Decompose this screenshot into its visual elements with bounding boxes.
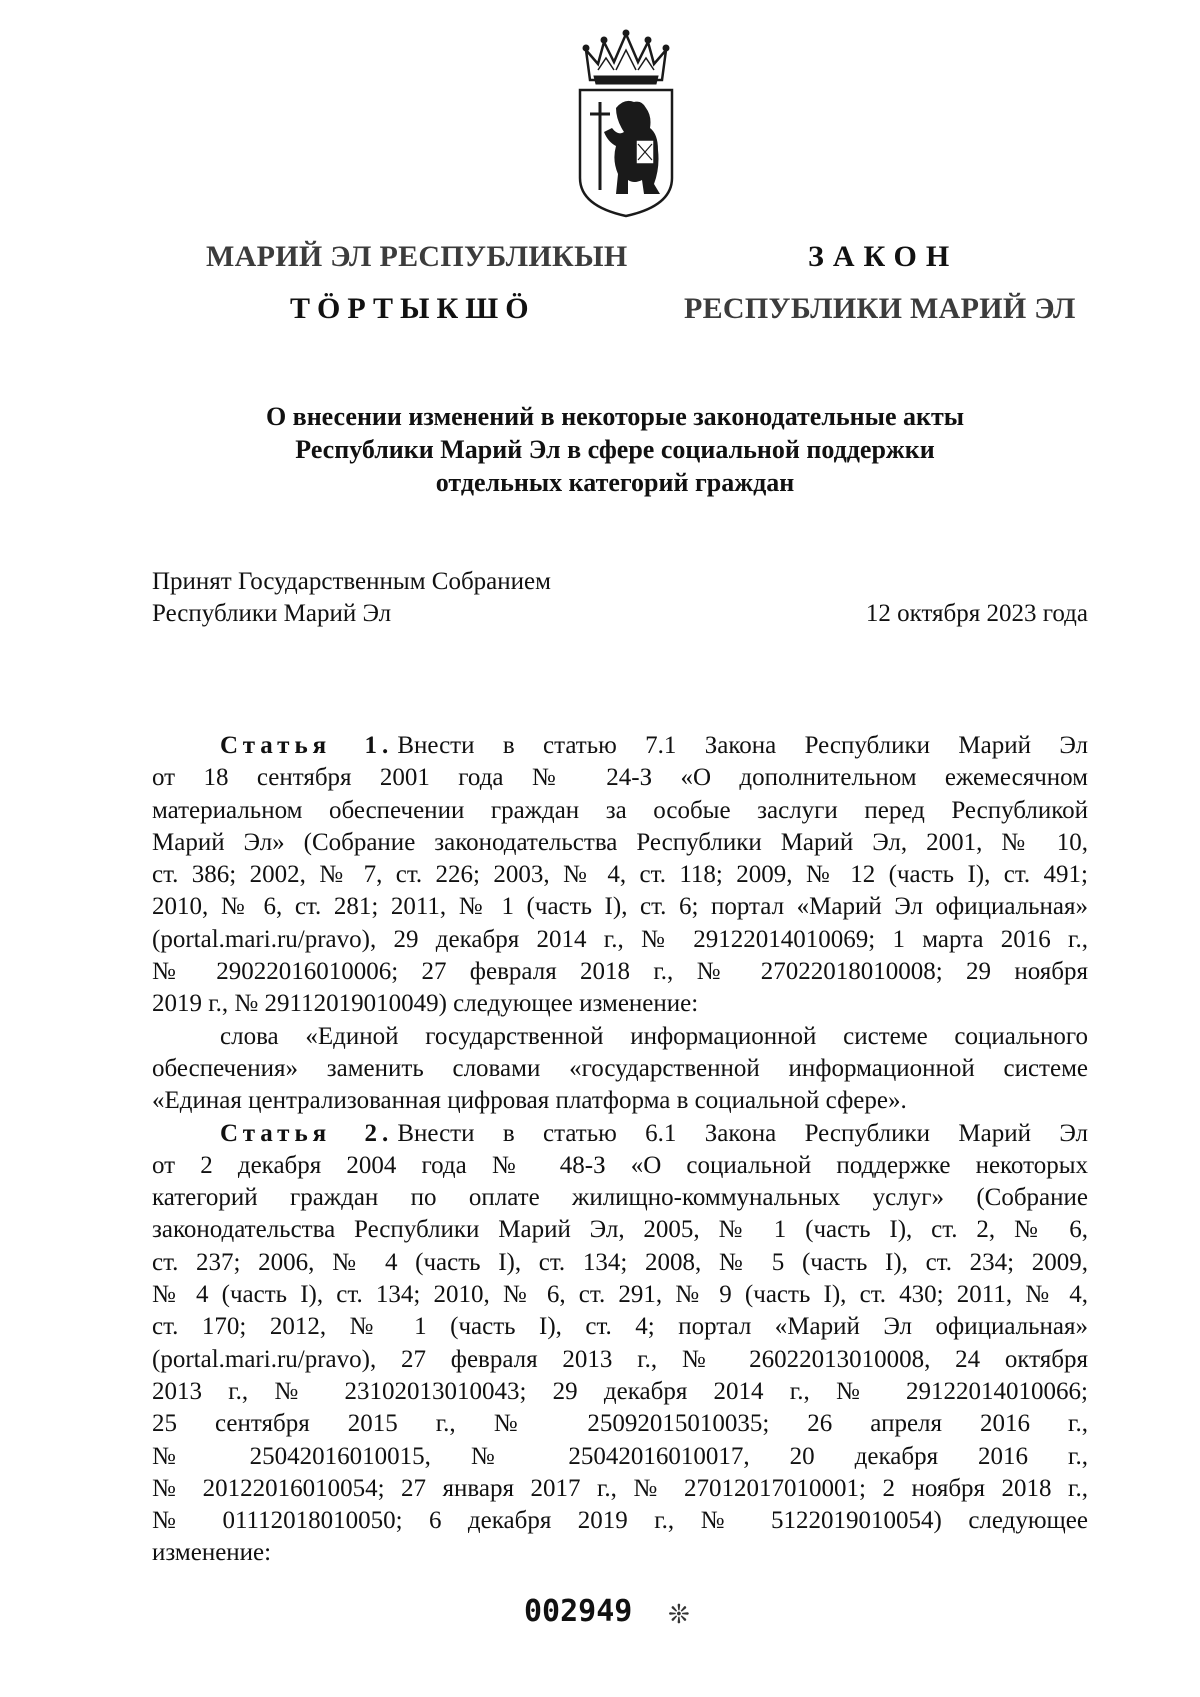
- article-line: 2019 г., № 29112019010049) следующее изменение:: [152, 990, 699, 1018]
- article-line: законодательства Республики Марий Эл, 2005, № 1 (часть I), ст. 2, № 6,: [152, 1216, 1088, 1244]
- adoption-statement: [152, 566, 551, 630]
- article-label: Статья 2.: [220, 1119, 394, 1147]
- article-line: от 18 сентября 2001 года № 24-З «О дополнительном ежемесячном: [152, 764, 1088, 792]
- article-1-change: [152, 1021, 1088, 1118]
- law-title-line: Республики Марий Эл в сфере социальной поддержки: [295, 435, 935, 464]
- adoption-date: 12 октября 2023 года: [865, 600, 1088, 627]
- article-line: категорий граждан по оплате жилищно-коммунальных услуг» (Собрание: [152, 1184, 1088, 1212]
- document-serial-number: 002949: [524, 1594, 633, 1629]
- sword-icon: [590, 102, 610, 190]
- article-line: 2010, № 6, ст. 281; 2011, № 1 (часть I), ст. 6; портал «Марий Эл официальная»: [152, 893, 1088, 921]
- article-label: Статья 1.: [220, 732, 394, 759]
- header-law-word: ЗАКОН: [808, 240, 959, 273]
- article-line: слова «Единой государственной информационной системе социального: [220, 1022, 1088, 1050]
- article-2: [152, 1118, 1088, 1570]
- article-line: материальном обеспечении граждан за особые заслуги перед Республикой: [152, 796, 1088, 824]
- article-line: № 4 (часть I), ст. 134; 2010, № 6, ст. 291, № 9 (часть I), ст. 430; 2011, № 4,: [152, 1281, 1088, 1309]
- article-1: [152, 730, 1088, 1021]
- coat-of-arms-emblem: [572, 28, 680, 218]
- header-mari-law-word: ТӦРТЫКШӦ: [290, 292, 536, 325]
- adoption-line: Принят Государственным Собранием: [152, 568, 551, 595]
- article-line: (portal.mari.ru/pravo), 27 февраля 2013 г., № 26022013010008, 24 октября: [152, 1345, 1088, 1373]
- crown-icon: [583, 30, 669, 84]
- article-line: № 25042016010015, № 25042016010017, 20 декабря 2016 г.,: [152, 1442, 1088, 1470]
- law-body: [152, 730, 1088, 1570]
- article-line: «Единая централизованная цифровая платформа в социальной сфере».: [152, 1087, 907, 1115]
- article-line: Статья 1. Внести в статью 7.1 Закона Республики Марий Эл: [220, 732, 1088, 759]
- article-line: 25 сентября 2015 г., № 25092015010035; 26 апреля 2016 г.,: [152, 1410, 1088, 1438]
- header-mari-republic: МАРИЙ ЭЛ РЕСПУБЛИКЫН: [206, 240, 628, 273]
- article-line: ст. 170; 2012, № 1 (часть I), ст. 4; портал «Марий Эл официальная»: [152, 1313, 1088, 1341]
- article-line: № 29022016010006; 27 февраля 2018 г., № 27022018010008; 29 ноября: [152, 958, 1088, 986]
- article-line: Марий Эл» (Собрание законодательства Республики Марий Эл, 2001, № 10,: [152, 828, 1088, 856]
- asterisk-mark-icon: ❊: [668, 1600, 690, 1629]
- article-line: № 20122016010054; 27 января 2017 г., № 27012017010001; 2 ноября 2018 г.,: [152, 1474, 1088, 1502]
- adoption-line: Республики Марий Эл: [152, 600, 392, 627]
- article-line: изменение:: [152, 1539, 272, 1567]
- law-title-line: отдельных категорий граждан: [435, 468, 795, 497]
- article-line: ст. 237; 2006, № 4 (часть I), ст. 134; 2008, № 5 (часть I), ст. 234; 2009,: [152, 1248, 1088, 1276]
- article-line: обеспечения» заменить словами «государственной информационной системе: [152, 1054, 1088, 1082]
- law-title-line: О внесении изменений в некоторые законодательные акты: [265, 402, 965, 431]
- article-line: ст. 386; 2002, № 7, ст. 226; 2003, № 4, ст. 118; 2009, № 12 (часть I), ст. 491;: [152, 861, 1088, 889]
- header-republic-name: РЕСПУБЛИКИ МАРИЙ ЭЛ: [684, 292, 1076, 325]
- article-line: от 2 декабря 2004 года № 48-З «О социальной поддержке некоторых: [152, 1151, 1088, 1179]
- law-title: [150, 400, 1080, 499]
- article-line: № 01112018010050; 6 декабря 2019 г., № 5122019010054) следующее: [152, 1507, 1088, 1535]
- article-line: 2013 г., № 23102013010043; 29 декабря 2014 г., № 29122014010066;: [152, 1377, 1088, 1405]
- article-line: Статья 2. Внести в статью 6.1 Закона Республики Марий Эл: [220, 1119, 1088, 1147]
- article-line: (portal.mari.ru/pravo), 29 декабря 2014 г., № 29122014010069; 1 марта 2016 г.,: [152, 925, 1088, 953]
